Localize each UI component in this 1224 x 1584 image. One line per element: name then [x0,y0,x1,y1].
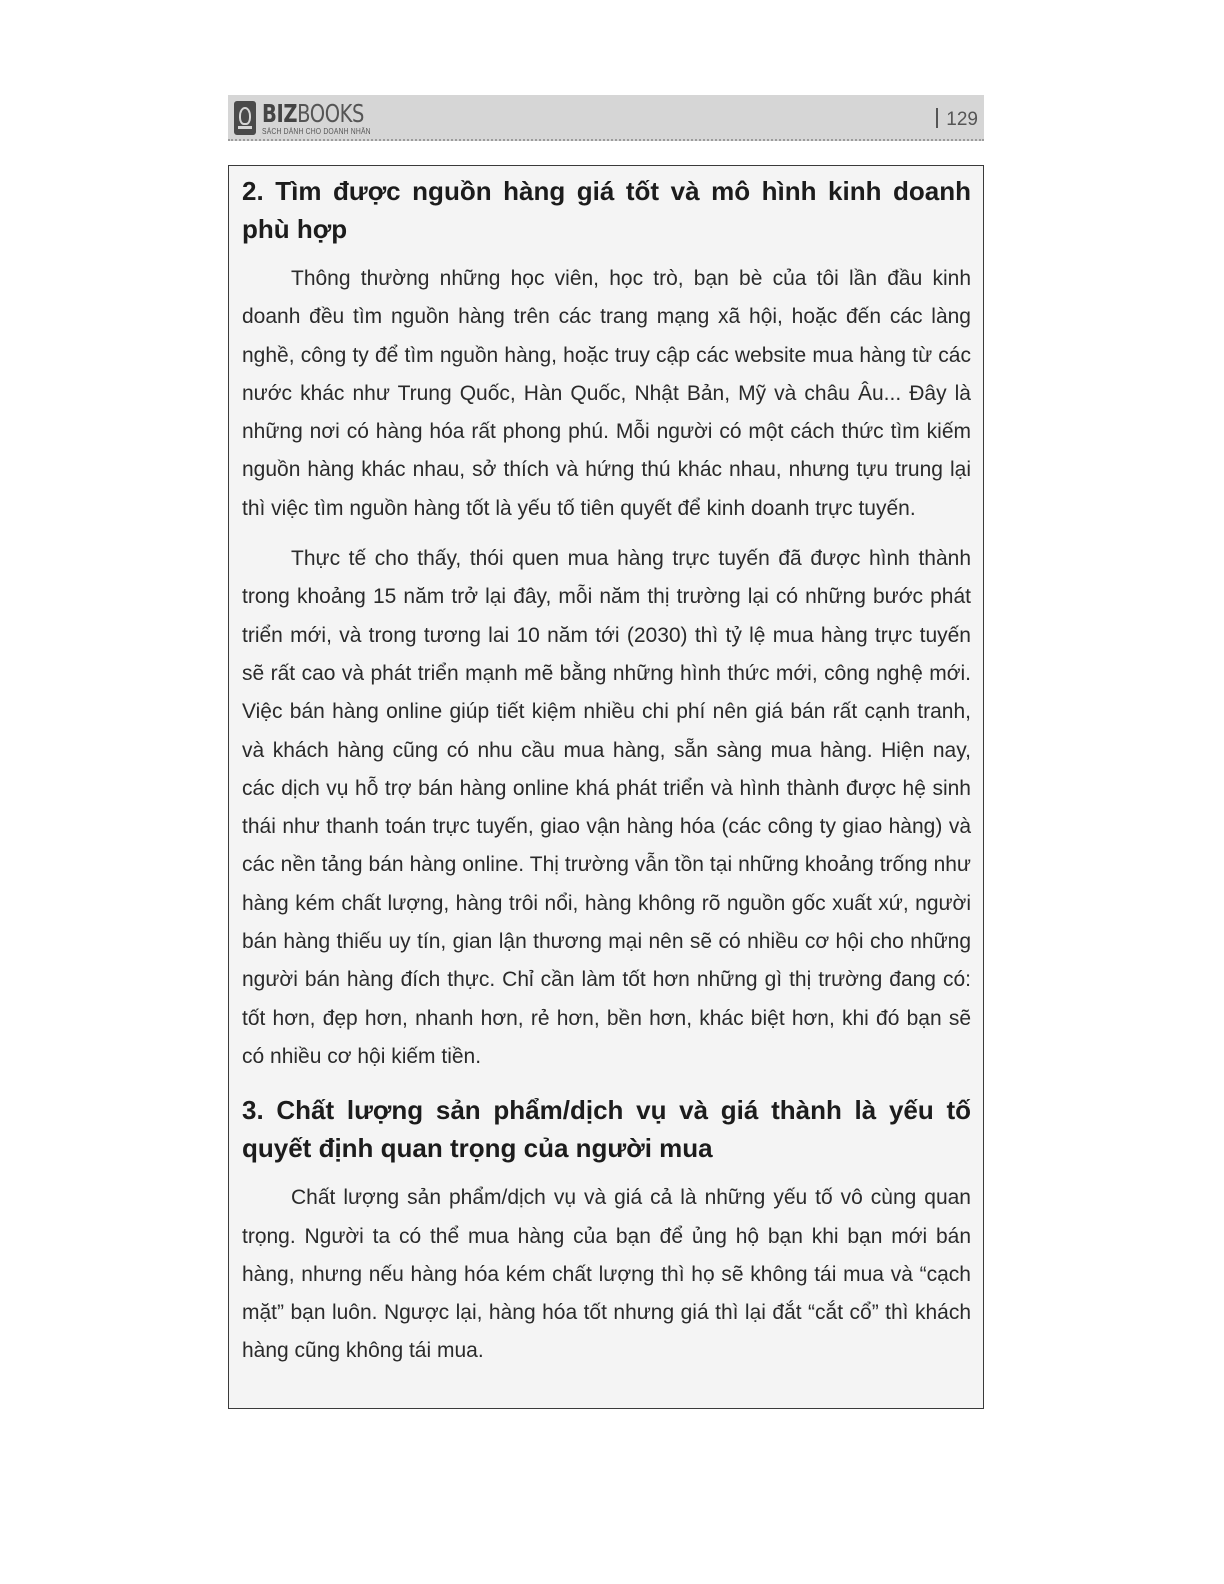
logo-text [262,98,393,136]
bizbooks-logo-icon [234,101,256,135]
logo-name-bold: BIZ [262,98,298,128]
logo-tagline: SÁCH DÀNH CHO DOANH NHÂN [262,126,371,136]
content-box [228,165,984,1409]
logo-name-light: BOOKS [297,98,365,128]
page-number-value: 129 [946,109,978,130]
section-2-paragraph-1: Thông thường những học viên, học trò, bạn bè của tôi lần đầu kinh doanh đều tìm nguồn hàng trên các trang mạng xã hội, hoặc đến các làng nghề, công ty để tìm nguồn hàng, hoặc truy cập các website mua hàng từ các nước khác như Trung Quốc, Hàn Quốc, Nhật Bản, Mỹ và châu Âu... Đây là những nơi có hàng hóa rất phong phú. Mỗi người có một cách thức tìm kiếm nguồn hàng khác nhau, sở thích và hứng thú khác nhau, nhưng tựu trung lại thì việc tìm nguồn hàng tốt là yếu tố tiên quyết để kinh doanh trực tuyến. [242,267,971,520]
section-heading-2: 2. Tìm được nguồn hàng giá tốt và mô hình kinh doanh phù hợp [242,176,971,244]
section-3-paragraph-1: Chất lượng sản phẩm/dịch vụ và giá cả là những yếu tố vô cùng quan trọng. Người ta có thể mua hàng của bạn để ủng hộ bạn khi bạn mới bán hàng, nhưng nếu hàng hóa kém chất lượng thì họ sẽ không tái mua và “cạch mặt” bạn luôn. Ngược lại, hàng hóa tốt nhưng giá thì lại đắt “cắt cổ” thì khách hàng cũng không tái mua. [242,1186,971,1363]
section-2-paragraph-2: Thực tế cho thấy, thói quen mua hàng trực tuyến đã được hình thành trong khoảng 15 năm trở lại đây, mỗi năm thị trường lại có những bước phát triển mới, và trong tương lai 10 năm tới (2030) thì tỷ lệ mua hàng trực tuyến sẽ rất cao và phát triển mạnh mẽ bằng những hình thức mới, công nghệ mới. Việc bán hàng online giúp tiết kiệm nhiều chi phí nên giá bán rất cạnh tranh, và khách hàng cũng có nhu cầu mua hàng, sẵn sàng mua hàng. Hiện nay, các dịch vụ hỗ trợ bán hàng online khá phát triển và hình thành được hệ sinh thái như thanh toán trực tuyến, giao vận hàng hóa (các công ty giao hàng) và các nền tảng bán hàng online. Thị trường vẫn tồn tại những khoảng trống như hàng kém chất lượng, hàng trôi nổi, hàng không rõ nguồn gốc xuất xứ, người bán hàng thiếu uy tín, gian lận thương mại nên sẽ có nhiều cơ hội cho những người bán hàng đích thực. Chỉ cần làm tốt hơn những gì thị trường đang có: tốt hơn, đẹp hơn, nhanh hơn, rẻ hơn, bền hơn, khác biệt hơn, khi đó bạn sẽ có nhiều cơ hội kiếm tiền. [242,547,971,1068]
page-number [936,108,978,131]
page-number-divider [936,108,938,128]
logo-name [262,98,365,128]
page-header [228,95,984,141]
publisher-logo [234,99,393,137]
section-heading-3: 3. Chất lượng sản phẩm/dịch vụ và giá thành là yếu tố quyết định quan trọng của người mua [242,1095,971,1164]
